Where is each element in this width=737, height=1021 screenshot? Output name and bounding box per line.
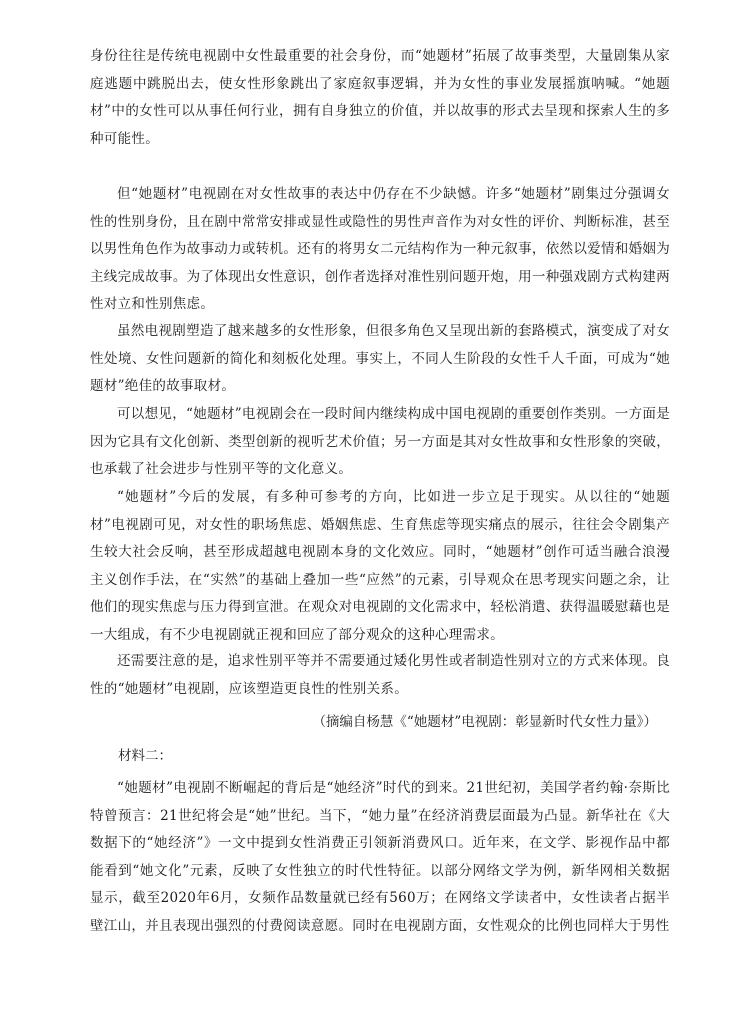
paragraph-6: 还需要注意的是，追求性别平等并不需要通过矮化男性或者制造性别对立的方式来体现。良性的“她题材”电视剧，应该塑造更良性的性别关系。 [90,653,670,697]
paragraph-4: 可以想见，“她题材”电视剧会在一段时间内继续构成中国电视剧的重要创作类别。一方面是因为它具有文化创新、类型创新的视听艺术价值；另一方面是其对女性故事和女性形象的突破，也承载了社会进步与性别平等的文化意义。 [90,406,670,477]
paragraph-7: “她题材”电视剧不断崛起的背后是“她经济”时代的到来。21世纪初，美国学者约翰·奈斯比特曾预言：21世纪将会是“她”世纪。当下，“她力量”在经济消费层面最为凸显。新华社在《大数据下的“她经济”》一文中提到女性消费正引领新消费风口。近年来，在文学、影视作品中都能看到“她文化”元素，反映了女性独立的时代性特征。以部分网络文学为例，新华网相关数据显示，截至2020年6月，女频作品数量就已经有560万；在网络文学读者中，女性读者占据半壁江山，并且表现出强烈的付费阅读意愿。同时在电视剧方面，女性观众的比例也同样大于男性 [90,780,670,934]
paragraph-2: 但“她题材”电视剧在对女性故事的表达中仍存在不少缺憾。许多“她题材”剧集过分强调女性的性别身份，且在剧中常常安排或显性或隐性的男性声音作为对女性的评价、判断标准，甚至以男性角色作为故事动力或转机。还有的将男女二元结构作为一种元叙事，依然以爱情和婚姻为主线完成故事。为了体现出女性意识，创作者选择对准性别问题开炮，用一种强戏剧方式构建两性对立和性别焦虑。 [90,186,670,312]
source-citation: （摘编自杨慧《“她题材”电视剧：彰显新时代女性力量》） [312,714,657,730]
paragraph-3: 虽然电视剧塑造了越来越多的女性形象，但很多角色又呈现出新的套路模式，演变成了对女性处境、女性问题新的简化和刻板化处理。事实上，不同人生阶段的女性千人千面，可成为“她题材”绝佳的故事取材。 [90,323,670,394]
paragraph-1: 身份往往是传统电视剧中女性最重要的社会身份，而“她题材”拓展了故事类型，大量剧集从家庭逃题中跳脱出去，使女性形象跳出了家庭叙事逻辑，并为女性的事业发展摇旗呐喊。“她题材”中的女性可以从事任何行业，拥有自身独立的价值，并以故事的形式去呈现和探索人生的多种可能性。 [90,48,670,147]
material-label: 材料二： [118,748,172,764]
paragraph-5: “她题材”今后的发展，有多种可参考的方向，比如进一步立足于现实。从以往的“她题材”电视剧可见，对女性的职场焦虑、婚姻焦虑、生育焦虑等现实痛点的展示，往往会令剧集产生较大社会反响，甚至形成超越电视剧本身的文化效应。同时，“她题材”创作可适当融合浪漫主义创作手法，在“实然”的基础上叠加一些“应然”的元素，引导观众在思考现实问题之余，让他们的现实焦虑与压力得到宣泄。在观众对电视剧的文化需求中，轻松消遣、获得温暖慰藉也是一大组成，有不少电视剧就正视和回应了部分观众的这种心理需求。 [90,489,670,643]
